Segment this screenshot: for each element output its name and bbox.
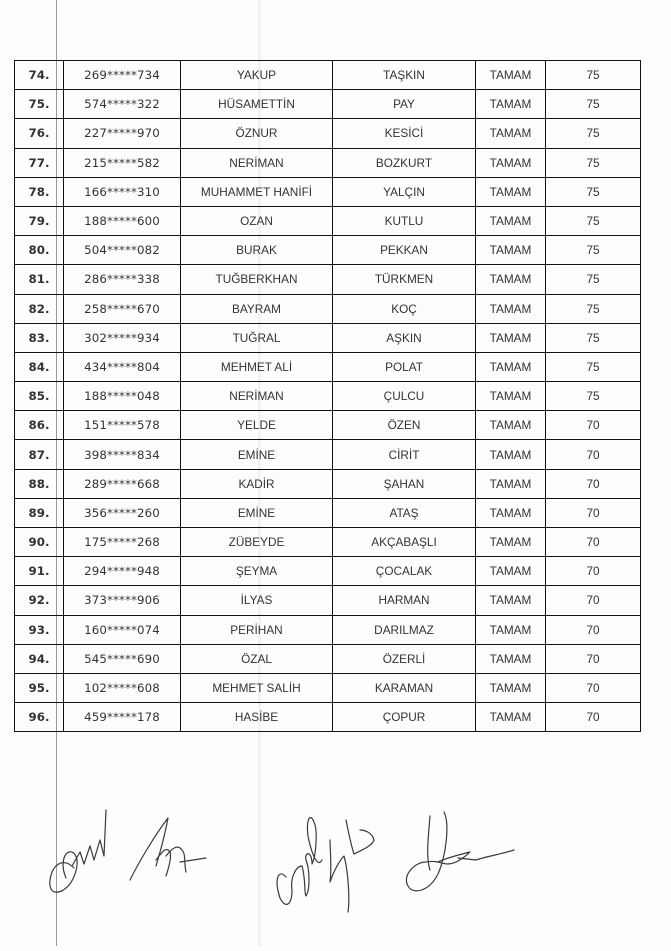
score-cell: 70	[546, 440, 641, 469]
id-number: 258*****670	[64, 294, 181, 323]
signature-area	[0, 760, 671, 946]
last-name: PAY	[333, 90, 476, 119]
status-cell: TAMAM	[476, 294, 546, 323]
first-name: MUHAMMET HANİFİ	[181, 177, 333, 206]
score-cell: 70	[546, 703, 641, 732]
status-cell: TAMAM	[476, 673, 546, 702]
table-row	[15, 352, 641, 381]
table-row	[15, 469, 641, 498]
table-row	[15, 440, 641, 469]
id-number: 545*****690	[64, 644, 181, 673]
table-row	[15, 61, 641, 90]
table-row	[15, 90, 641, 119]
table-row	[15, 294, 641, 323]
signature-4	[406, 812, 514, 891]
status-cell: TAMAM	[476, 119, 546, 148]
signature-3	[277, 818, 374, 912]
first-name: MEHMET SALİH	[181, 673, 333, 702]
first-name: TUĞBERKHAN	[181, 265, 333, 294]
status-cell: TAMAM	[476, 440, 546, 469]
row-number: 78.	[15, 177, 64, 206]
row-number: 77.	[15, 148, 64, 177]
table-row	[15, 673, 641, 702]
row-number: 75.	[15, 90, 64, 119]
status-cell: TAMAM	[476, 557, 546, 586]
row-number: 85.	[15, 382, 64, 411]
score-cell: 70	[546, 498, 641, 527]
last-name: ÇOCALAK	[333, 557, 476, 586]
row-number: 76.	[15, 119, 64, 148]
row-number: 84.	[15, 352, 64, 381]
score-cell: 70	[546, 615, 641, 644]
row-number: 88.	[15, 469, 64, 498]
last-name: ÖZEN	[333, 411, 476, 440]
id-number: 215*****582	[64, 148, 181, 177]
table-row	[15, 148, 641, 177]
status-cell: TAMAM	[476, 411, 546, 440]
row-number: 82.	[15, 294, 64, 323]
first-name: EMİNE	[181, 498, 333, 527]
id-number: 504*****082	[64, 236, 181, 265]
status-cell: TAMAM	[476, 528, 546, 557]
last-name: YALÇIN	[333, 177, 476, 206]
id-number: 459*****178	[64, 703, 181, 732]
first-name: NERİMAN	[181, 148, 333, 177]
score-cell: 75	[546, 382, 641, 411]
score-cell: 75	[546, 90, 641, 119]
first-name: NERİMAN	[181, 382, 333, 411]
status-cell: TAMAM	[476, 177, 546, 206]
table-row	[15, 615, 641, 644]
status-cell: TAMAM	[476, 498, 546, 527]
score-cell: 75	[546, 177, 641, 206]
table-row	[15, 323, 641, 352]
row-number: 91.	[15, 557, 64, 586]
first-name: OZAN	[181, 206, 333, 235]
table-row	[15, 411, 641, 440]
row-number: 74.	[15, 61, 64, 90]
last-name: ÇOPUR	[333, 703, 476, 732]
first-name: ÖZAL	[181, 644, 333, 673]
status-cell: TAMAM	[476, 352, 546, 381]
table-row	[15, 236, 641, 265]
results-table-body	[15, 61, 641, 732]
id-number: 188*****600	[64, 206, 181, 235]
id-number: 302*****934	[64, 323, 181, 352]
row-number: 90.	[15, 528, 64, 557]
row-number: 87.	[15, 440, 64, 469]
row-number: 80.	[15, 236, 64, 265]
row-number: 95.	[15, 673, 64, 702]
table-row	[15, 586, 641, 615]
last-name: AKÇABAŞLI	[333, 528, 476, 557]
first-name: ZÜBEYDE	[181, 528, 333, 557]
id-number: 227*****970	[64, 119, 181, 148]
table-row	[15, 703, 641, 732]
id-number: 356*****260	[64, 498, 181, 527]
last-name: ÇULCU	[333, 382, 476, 411]
first-name: YAKUP	[181, 61, 333, 90]
score-cell: 75	[546, 294, 641, 323]
id-number: 434*****804	[64, 352, 181, 381]
status-cell: TAMAM	[476, 469, 546, 498]
score-cell: 70	[546, 469, 641, 498]
last-name: AŞKIN	[333, 323, 476, 352]
first-name: MEHMET ALİ	[181, 352, 333, 381]
last-name: ŞAHAN	[333, 469, 476, 498]
id-number: 269*****734	[64, 61, 181, 90]
first-name: HÜSAMETTİN	[181, 90, 333, 119]
last-name: TÜRKMEN	[333, 265, 476, 294]
status-cell: TAMAM	[476, 206, 546, 235]
first-name: TUĞRAL	[181, 323, 333, 352]
score-cell: 70	[546, 586, 641, 615]
row-number: 86.	[15, 411, 64, 440]
table-row	[15, 382, 641, 411]
table-row	[15, 206, 641, 235]
id-number: 373*****906	[64, 586, 181, 615]
table-row	[15, 498, 641, 527]
status-cell: TAMAM	[476, 703, 546, 732]
first-name: ŞEYMA	[181, 557, 333, 586]
row-number: 93.	[15, 615, 64, 644]
id-number: 151*****578	[64, 411, 181, 440]
first-name: YELDE	[181, 411, 333, 440]
score-cell: 70	[546, 644, 641, 673]
first-name: BURAK	[181, 236, 333, 265]
id-number: 160*****074	[64, 615, 181, 644]
id-number: 102*****608	[64, 673, 181, 702]
last-name: ATAŞ	[333, 498, 476, 527]
row-number: 94.	[15, 644, 64, 673]
id-number: 294*****948	[64, 557, 181, 586]
row-number: 81.	[15, 265, 64, 294]
table-row	[15, 644, 641, 673]
score-cell: 75	[546, 206, 641, 235]
signature-1	[50, 810, 106, 892]
first-name: KADİR	[181, 469, 333, 498]
results-table	[14, 60, 641, 732]
id-number: 398*****834	[64, 440, 181, 469]
status-cell: TAMAM	[476, 90, 546, 119]
status-cell: TAMAM	[476, 323, 546, 352]
score-cell: 75	[546, 119, 641, 148]
last-name: ÖZERLİ	[333, 644, 476, 673]
signature-2	[130, 818, 206, 880]
status-cell: TAMAM	[476, 644, 546, 673]
last-name: HARMAN	[333, 586, 476, 615]
id-number: 188*****048	[64, 382, 181, 411]
id-number: 286*****338	[64, 265, 181, 294]
first-name: BAYRAM	[181, 294, 333, 323]
last-name: PEKKAN	[333, 236, 476, 265]
first-name: HASİBE	[181, 703, 333, 732]
status-cell: TAMAM	[476, 236, 546, 265]
first-name: PERİHAN	[181, 615, 333, 644]
table-row	[15, 177, 641, 206]
last-name: KARAMAN	[333, 673, 476, 702]
table-row	[15, 557, 641, 586]
score-cell: 75	[546, 148, 641, 177]
table-row	[15, 528, 641, 557]
last-name: DARILMAZ	[333, 615, 476, 644]
last-name: TAŞKIN	[333, 61, 476, 90]
status-cell: TAMAM	[476, 615, 546, 644]
first-name: EMİNE	[181, 440, 333, 469]
score-cell: 75	[546, 323, 641, 352]
score-cell: 75	[546, 61, 641, 90]
score-cell: 70	[546, 528, 641, 557]
table-row	[15, 265, 641, 294]
status-cell: TAMAM	[476, 148, 546, 177]
score-cell: 75	[546, 265, 641, 294]
row-number: 89.	[15, 498, 64, 527]
id-number: 166*****310	[64, 177, 181, 206]
score-cell: 75	[546, 352, 641, 381]
row-number: 96.	[15, 703, 64, 732]
status-cell: TAMAM	[476, 382, 546, 411]
last-name: POLAT	[333, 352, 476, 381]
score-cell: 70	[546, 411, 641, 440]
table-row	[15, 119, 641, 148]
row-number: 92.	[15, 586, 64, 615]
last-name: CİRİT	[333, 440, 476, 469]
first-name: ÖZNUR	[181, 119, 333, 148]
first-name: İLYAS	[181, 586, 333, 615]
score-cell: 70	[546, 557, 641, 586]
score-cell: 75	[546, 236, 641, 265]
id-number: 175*****268	[64, 528, 181, 557]
status-cell: TAMAM	[476, 586, 546, 615]
row-number: 83.	[15, 323, 64, 352]
status-cell: TAMAM	[476, 61, 546, 90]
last-name: KESİCİ	[333, 119, 476, 148]
row-number: 79.	[15, 206, 64, 235]
last-name: BOZKURT	[333, 148, 476, 177]
id-number: 289*****668	[64, 469, 181, 498]
score-cell: 70	[546, 673, 641, 702]
id-number: 574*****322	[64, 90, 181, 119]
status-cell: TAMAM	[476, 265, 546, 294]
last-name: KUTLU	[333, 206, 476, 235]
last-name: KOÇ	[333, 294, 476, 323]
